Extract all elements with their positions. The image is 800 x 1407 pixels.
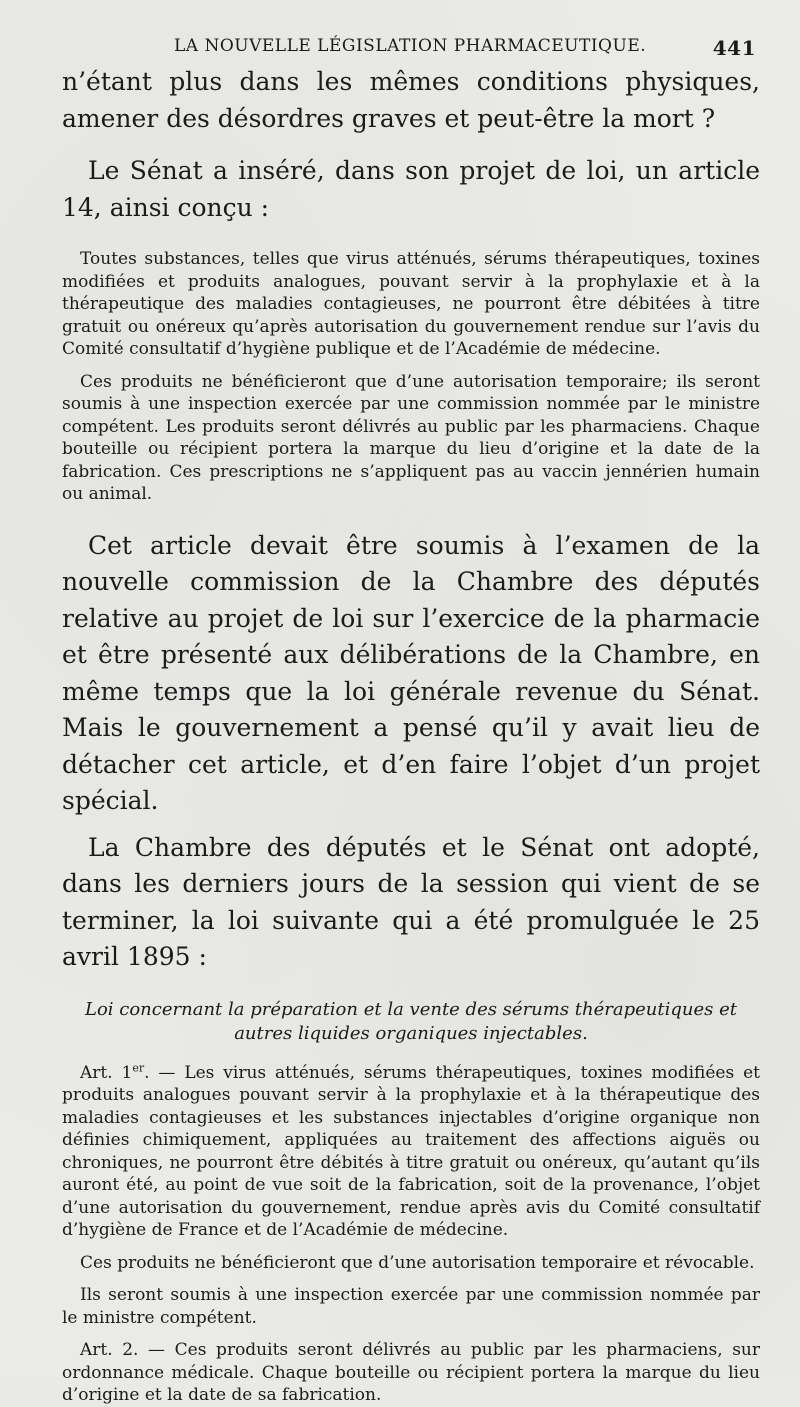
law-article-1-paragraph-2: Ces produits ne bénéficieront que d’une autorisation temporaire et révocable. [80,1252,755,1273]
law-title: Loi concernant la préparation et la vente des sérums thérapeutiques et autres liquides organiques injectables. [85,998,737,1044]
law-article-1 [62,1062,760,1242]
article-1-label: Art. 1 [80,1062,133,1083]
page-number: 441 [712,36,756,60]
quoted-article-paragraph-2: Ces produits ne bénéficieront que d’une autorisation temporaire; ils seront soumis à une inspection exercée par une commission nommée par le ministre compétent. Les produits seront délivrés au public par les pharmaciens. Chaque bouteille ou récipient portera la marque du lieu d’origine et la date de la fabrication. Ces prescriptions ne s’appliquent pas au vaccin jennérien humain ou animal. [62,371,760,504]
paragraph-adoption: La Chambre des députés et le Sénat ont adopté, dans les derniers jours de la session qui vient de se terminer, la loi suivante qui a été promulguée le 25 avril 1895 : [62,832,760,971]
paragraph-senate-article: Le Sénat a inséré, dans son projet de loi, un article 14, ainsi conçu : [62,156,760,222]
law-article-1-paragraph-3: Ils seront soumis à une inspection exercée par une commission nommée par le ministre compétent. [62,1285,760,1328]
quoted-article-paragraph-1: Toutes substances, telles que virus atténués, sérums thérapeutiques, toxines modifiées et produits analogues, pouvant servir à la prophylaxie et à la thérapeutique des maladies contagieuses, ne pourront être débitées à titre gratuit ou onéreux qu’après autorisation du gouvernement rendue sur l’avis du Comité consultatif d’hygiène publique et de l’Académie de médecine. [62,249,760,359]
article-1-superscript: er [132,1060,145,1074]
running-title: LA NOUVELLE LÉGISLATION PHARMACEUTIQUE. [174,36,647,56]
paragraph-continuation: n’étant plus dans les mêmes conditions physiques, amener des désordres graves et peut-être la mort ? [62,67,760,133]
running-header [62,30,760,64]
article-1-text: . — Les virus atténués, sérums thérapeutiques, toxines modifiées et produits analogues pouvant servir à la prophylaxie et à la thérapeutique des maladies contagieuses et les substances injectables d’origine organique non définies chimiquement, appliquées au traitement des affections aiguës ou chroniques, ne pourront être débités à titre gratuit ou onéreux, qu’autant qu’ils auront été, au point de vue soit de la fabrication, soit de la provenance, l’objet d’une autorisation du gouvernement, rendue après avis du Comité consultatif d’hygiène de France et de l’Académie de médecine. [62,1062,761,1240]
law-article-2: Art. 2. — Ces produits seront délivrés au public par les pharmaciens, sur ordonnance médicale. Chaque bouteille ou récipient portera la marque du lieu d’origine et la date de sa fabrication. [62,1340,760,1405]
paragraph-commission: Cet article devait être soumis à l’examen de la nouvelle commission de la Chambre des députés relative au projet de loi sur l’exercice de la pharmacie et être présenté aux délibérations de la Chambre, en même temps que la loi générale revenue du Sénat. Mais le gouvernement a pensé qu’il y avait lieu de détacher cet article, et d’en faire l’objet d’un projet spécial. [62,530,760,815]
